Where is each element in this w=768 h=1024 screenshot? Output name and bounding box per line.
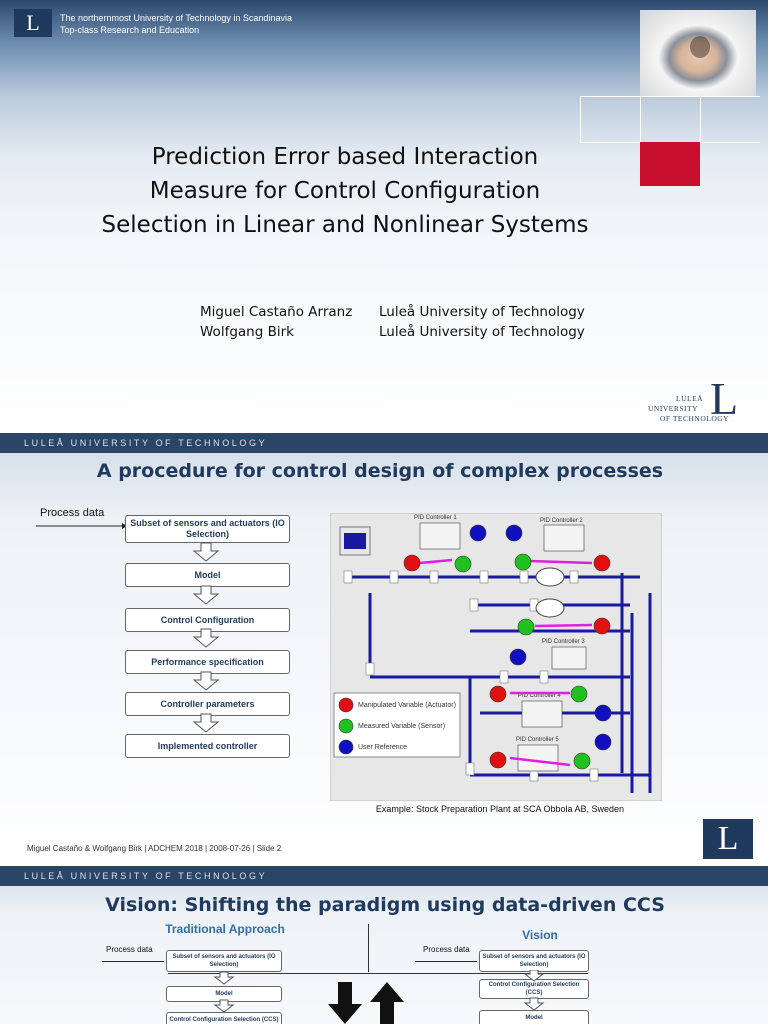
university-logo: L [703, 819, 753, 859]
flow-step-implemented-controller: Implemented controller [125, 734, 290, 758]
pid-label: PID Controller 2 [540, 518, 583, 524]
legend-sensor: Measured Variable (Sensor) [358, 723, 446, 730]
legend-actuator: Manipulated Variable (Actuator) [358, 702, 456, 709]
down-arrow-icon [194, 714, 218, 732]
tagline-line-2: Top-class Research and Education [60, 25, 200, 35]
grid-line [700, 96, 701, 142]
vision-slide [0, 866, 768, 1024]
slide-footer: Miguel Castaño & Wolfgang Birk | ADCHEM 2018 | 2008-07-26 | Slide 2 [27, 844, 282, 853]
down-arrow-icon [525, 970, 543, 981]
divider [368, 924, 369, 972]
plant-diagram [330, 513, 662, 801]
left-step-model: Model [166, 986, 282, 1002]
right-step-io-selection: Subset of sensors and actuators (IO Selection) [479, 950, 589, 972]
left-step-io-selection: Subset of sensors and actuators (IO Selection) [166, 950, 282, 972]
swap-arrows [328, 982, 404, 1024]
left-flow-arrows [212, 970, 236, 1014]
down-arrow-icon [215, 972, 233, 984]
left-process-data-arrow [102, 961, 164, 962]
ltu-logo: LULEÅ UNIVERSITY OF TECHNOLOGY L [648, 373, 739, 424]
down-arrow-icon [194, 629, 218, 647]
portrait-photo [640, 10, 756, 96]
slide-heading: Vision: Shifting the paradigm using data-driven CCS [105, 894, 665, 916]
right-flow-arrows [522, 970, 546, 1014]
red-accent-square [640, 142, 700, 186]
grid-line [640, 96, 641, 142]
right-process-data-arrow [415, 961, 477, 962]
presentation-title: Prediction Error based Interaction Measure for Control Configuration Selection in Linear and Nonlinear Systems [101, 144, 589, 238]
vision-title: Vision [522, 928, 558, 942]
university-banner: LULEÅ UNIVERSITY OF TECHNOLOGY [0, 866, 768, 886]
procedure-slide [0, 433, 768, 865]
title-slide [0, 0, 768, 432]
down-arrow-icon [194, 543, 218, 561]
down-arrow-icon [328, 982, 362, 1024]
pid-label: PID Controller 3 [542, 639, 585, 645]
author-affiliations: Luleå University of Technology Luleå University of Technology [379, 304, 585, 340]
right-step-model: Model [479, 1010, 589, 1024]
flow-step-performance-specification: Performance specification [125, 650, 290, 674]
pid-label: PID Controller 1 [414, 515, 457, 521]
flow-step-io-selection: Subset of sensors and actuators (IO Selection) [125, 515, 290, 543]
left-step-ccs: Control Configuration Selection (CCS) [166, 1012, 282, 1024]
down-arrow-icon [525, 998, 543, 1010]
diagram-caption: Example: Stock Preparation Plant at SCA Obbola AB, Sweden [375, 804, 625, 814]
pid-label: PID Controller 5 [516, 737, 559, 743]
traditional-approach-title: Traditional Approach [165, 922, 285, 936]
left-process-data-label: Process data [106, 945, 153, 954]
down-arrow-icon [194, 672, 218, 690]
university-logo: L [14, 9, 52, 37]
process-data-arrow [36, 521, 128, 531]
grid-line [580, 96, 581, 142]
process-data-label: Process data [40, 507, 105, 519]
flow-step-control-configuration: Control Configuration [125, 608, 290, 632]
university-banner: LULEÅ UNIVERSITY OF TECHNOLOGY [0, 433, 768, 453]
pid-label: PID Controller 4 [518, 693, 561, 699]
slide-heading: A procedure for control design of complex processes [96, 460, 664, 482]
grid-line [580, 96, 760, 97]
flow-step-model: Model [125, 563, 290, 587]
right-process-data-label: Process data [423, 945, 470, 954]
tagline-line-1: The northernmost University of Technology in Scandinavia [60, 13, 292, 23]
right-step-ccs: Control Configuration Selection (CCS) [479, 979, 589, 999]
legend-reference: User Reference [358, 744, 408, 751]
flow-arrows [190, 541, 226, 741]
down-arrow-icon [194, 586, 218, 604]
down-arrow-icon [215, 1000, 233, 1012]
author-names: Miguel Castaño Arranz Wolfgang Birk [200, 304, 353, 340]
flow-step-controller-parameters: Controller parameters [125, 692, 290, 716]
up-arrow-icon [370, 982, 404, 1024]
